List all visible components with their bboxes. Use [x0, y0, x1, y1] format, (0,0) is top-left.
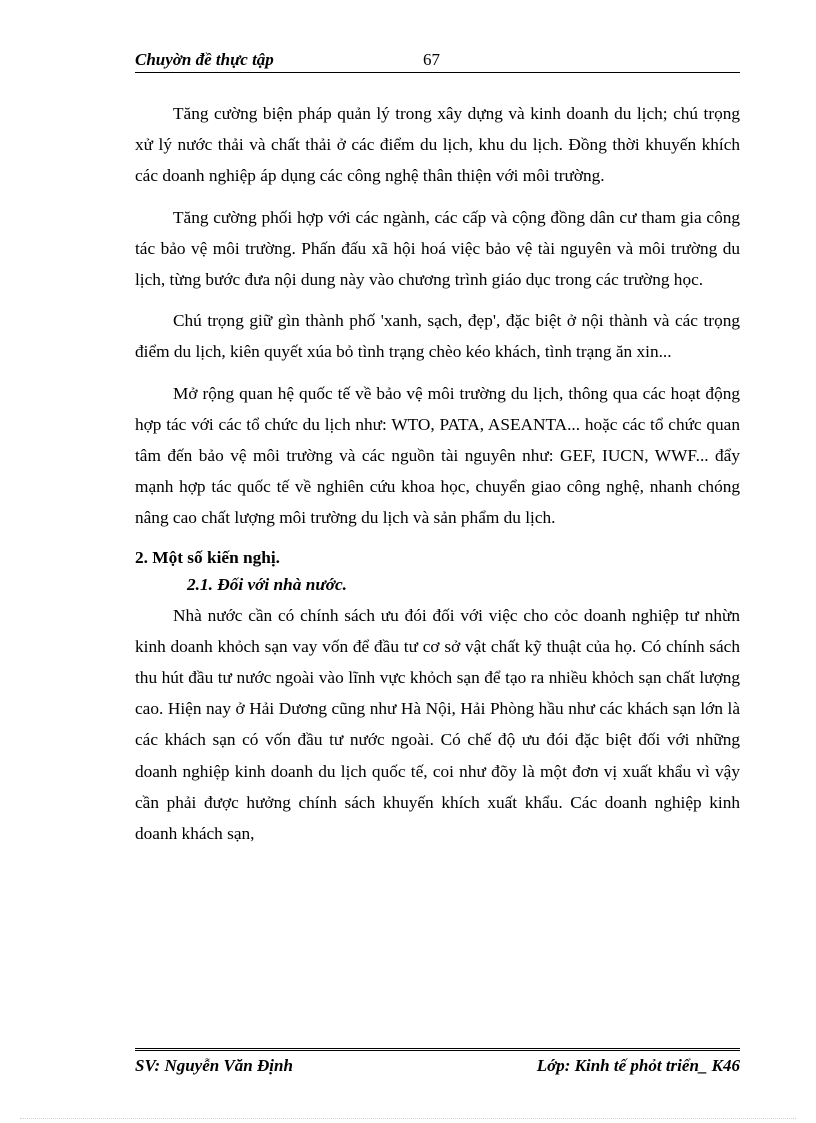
header-title: Chuyờn đề thực tập [135, 50, 274, 69]
page-footer [135, 1048, 740, 1079]
footer-class: Lớp: Kinh tế phỏt triển_ K46 [536, 1056, 740, 1075]
page-number: 67 [423, 50, 440, 69]
subsection-paragraph: Nhà nước cần có chính sách ưu đói đối với việc cho cỏc doanh nghiệp tư nhừn kinh doanh khỏch sạn vay vốn để đầu tư cơ sở vật chất kỹ thuật của họ. Có chính sách thu hút đầu tư nước ngoài vào lĩnh vực khỏch sạn để tạo ra nhiều khỏch sạn chất lượng cao. Hiện nay ở Hải Dương cũng như Hà Nội, Hải Phòng hầu như các khách sạn lớn là các khách sạn có vốn đầu tư nước ngoài. Có chế độ ưu đói đặc biệt đối với những doanh nghiệp kinh doanh du lịch quốc tế, coi như đõy là một đơn vị xuất khẩu vì vậy cần phải được hưởng chính sách khuyến khích xuất khẩu. Các doanh nghiệp kinh doanh khách sạn, [135, 605, 740, 844]
paragraph-1: Tăng cường biện pháp quản lý trong xây dựng và kinh doanh du lịch; chú trọng xử lý nước thải và chất thải ở các điểm du lịch, khu du lịch. Đồng thời khuyến khích các doanh nghiệp áp dụng các công nghệ thân thiện với môi trường. [135, 104, 740, 186]
paragraph-3: Chú trọng giữ gìn thành phố 'xanh, sạch, đẹp', đặc biệt ở nội thành và các trọng điểm du lịch, kiên quyết xúa bỏ tình trạng chèo kéo khách, tình trạng ăn xin... [135, 311, 740, 362]
footer-student: SV: Nguyễn Văn Định [135, 1056, 293, 1075]
paragraph-2: Tăng cường phối hợp với các ngành, các cấp và cộng đồng dân cư tham gia công tác bảo vệ môi trường. Phấn đấu xã hội hoá việc bảo vệ tài nguyên và môi trường du lịch, từng bước đưa nội dung này vào chương trình giáo dục trong các trường học. [135, 207, 740, 290]
paragraph-4: Mở rộng quan hệ quốc tế về bảo vệ môi trường du lịch, thông qua các hoạt động hợp tác với các tổ chức du lịch như: WTO, PATA, ASEANTA... hoặc các tổ chức quan tâm đến bảo vệ môi trường và các nguồn tài nguyên như: GEF, IUCN, WWF... đẩy mạnh hợp tác quốc tế về nghiên cứu khoa học, chuyển giao công nghệ, nhanh chóng nâng cao chất lượng môi trường du lịch và sản phẩm du lịch. [135, 383, 740, 528]
subsection-heading: 2.1. Đối với nhà nước. [187, 574, 347, 594]
page-bottom-divider [20, 1118, 796, 1119]
page-header [135, 48, 740, 73]
section-heading: 2. Một số kiến nghị. [135, 547, 280, 567]
document-body [135, 98, 740, 859]
